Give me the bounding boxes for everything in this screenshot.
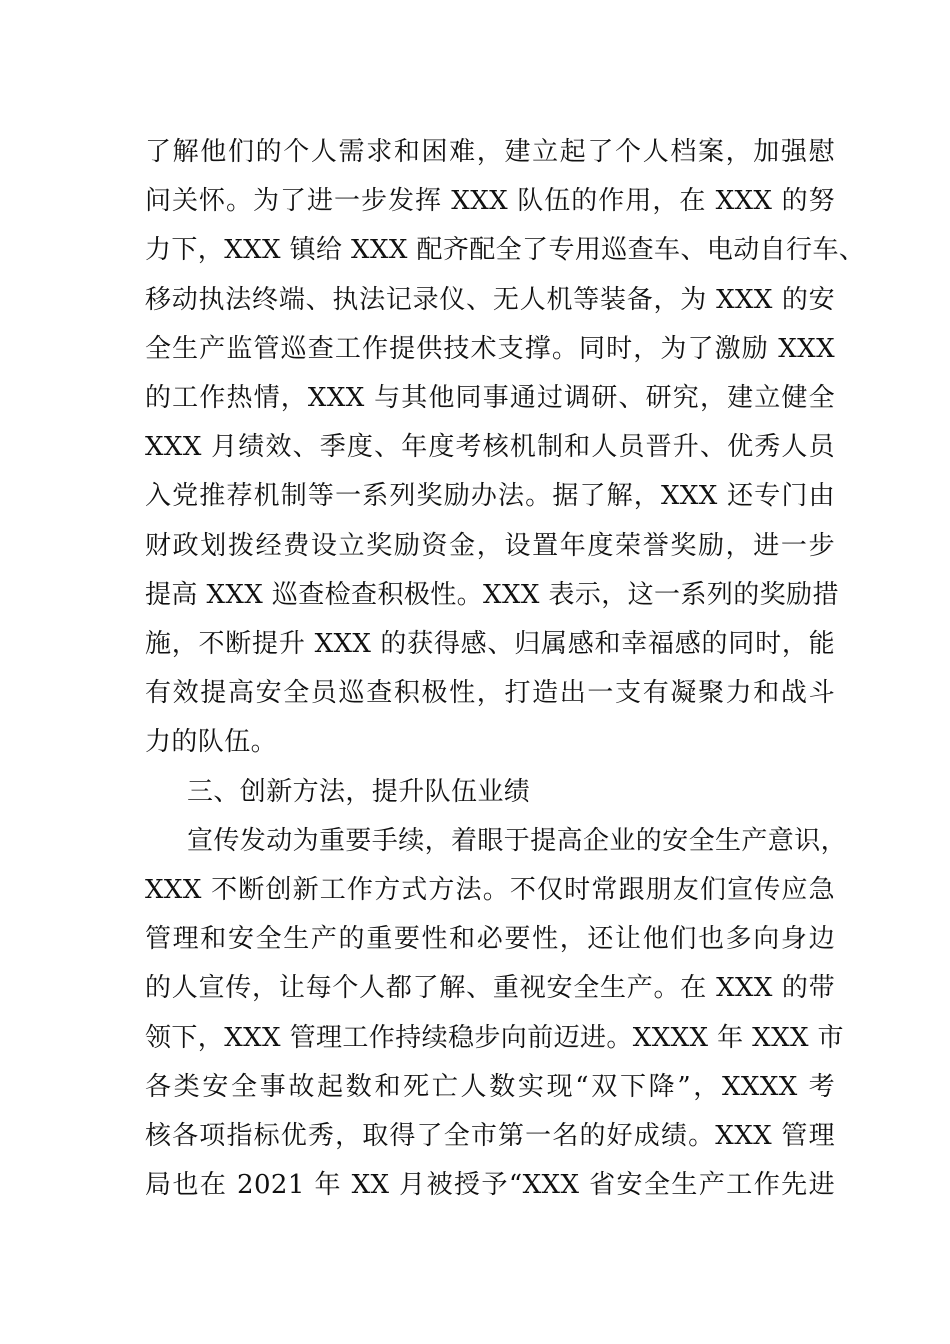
paragraph-line: 领下，XXX 管理工作持续稳步向前迈进。XXXX 年 XXX 市 [145,1022,844,1053]
paragraph-line: 管理和安全生产的重要性和必要性，还让他们也多向身边 [145,924,835,955]
paragraph-line: 提高 XXX 巡查检查积极性。XXX 表示，这一系列的奖励措 [145,579,839,610]
paragraph-line: 财政划拨经费设立奖励资金，设置年度荣誉奖励，进一步 [145,530,835,561]
paragraph-line: 入党推荐机制等一系列奖励办法。据了解，XXX 还专门由 [145,481,835,512]
paragraph-line: 全生产监管巡查工作提供技术支撑。同时，为了激励 XXX [145,333,835,364]
paragraph-line: 宣传发动为重要手续，着眼于提高企业的安全生产意识， [187,825,848,856]
paragraph-line: 移动执法终端、执法记录仪、无人机等装备，为 XXX 的安 [145,284,835,315]
paragraph-line: 力的队伍。 [145,727,278,758]
paragraph-line: 有效提高安全员巡查积极性，打造出一支有凝聚力和战斗 [145,678,835,709]
paragraph-line: 了解他们的个人需求和困难，建立起了个人档案，加强慰 [145,137,835,167]
paragraph-line: 的人宣传，让每个人都了解、重视安全生产。在 XXX 的带 [145,973,835,1004]
paragraph-line: 各类安全事故起数和死亡人数实现“双下降”，XXXX 考 [145,1071,835,1102]
paragraph-line: 力下，XXX 镇给 XXX 配齐配全了专用巡查车、电动自行车、 [145,235,866,266]
paragraph-line: 施，不断提升 XXX 的获得感、归属感和幸福感的同时，能 [145,629,835,660]
document-body [145,128,866,1210]
paragraph-line: 问关怀。为了进一步发挥 XXX 队伍的作用，在 XXX 的努 [145,186,835,217]
paragraph-line: XXX 月绩效、季度、年度考核机制和人员晋升、优秀人员 [145,432,835,463]
paragraph-line: XXX 不断创新工作方式方法。不仅时常跟朋友们宣传应急 [145,875,835,906]
section-heading: 三、创新方法，提升队伍业绩 [187,776,531,807]
paragraph-line: 核各项指标优秀，取得了全市第一名的好成绩。XXX 管理 [145,1121,835,1152]
paragraph-line: 的工作热情，XXX 与其他同事通过调研、研究，建立健全 [145,383,835,414]
paragraph-line: 局也在 2021 年 XX 月被授予“XXX 省安全生产工作先进 [145,1170,835,1201]
